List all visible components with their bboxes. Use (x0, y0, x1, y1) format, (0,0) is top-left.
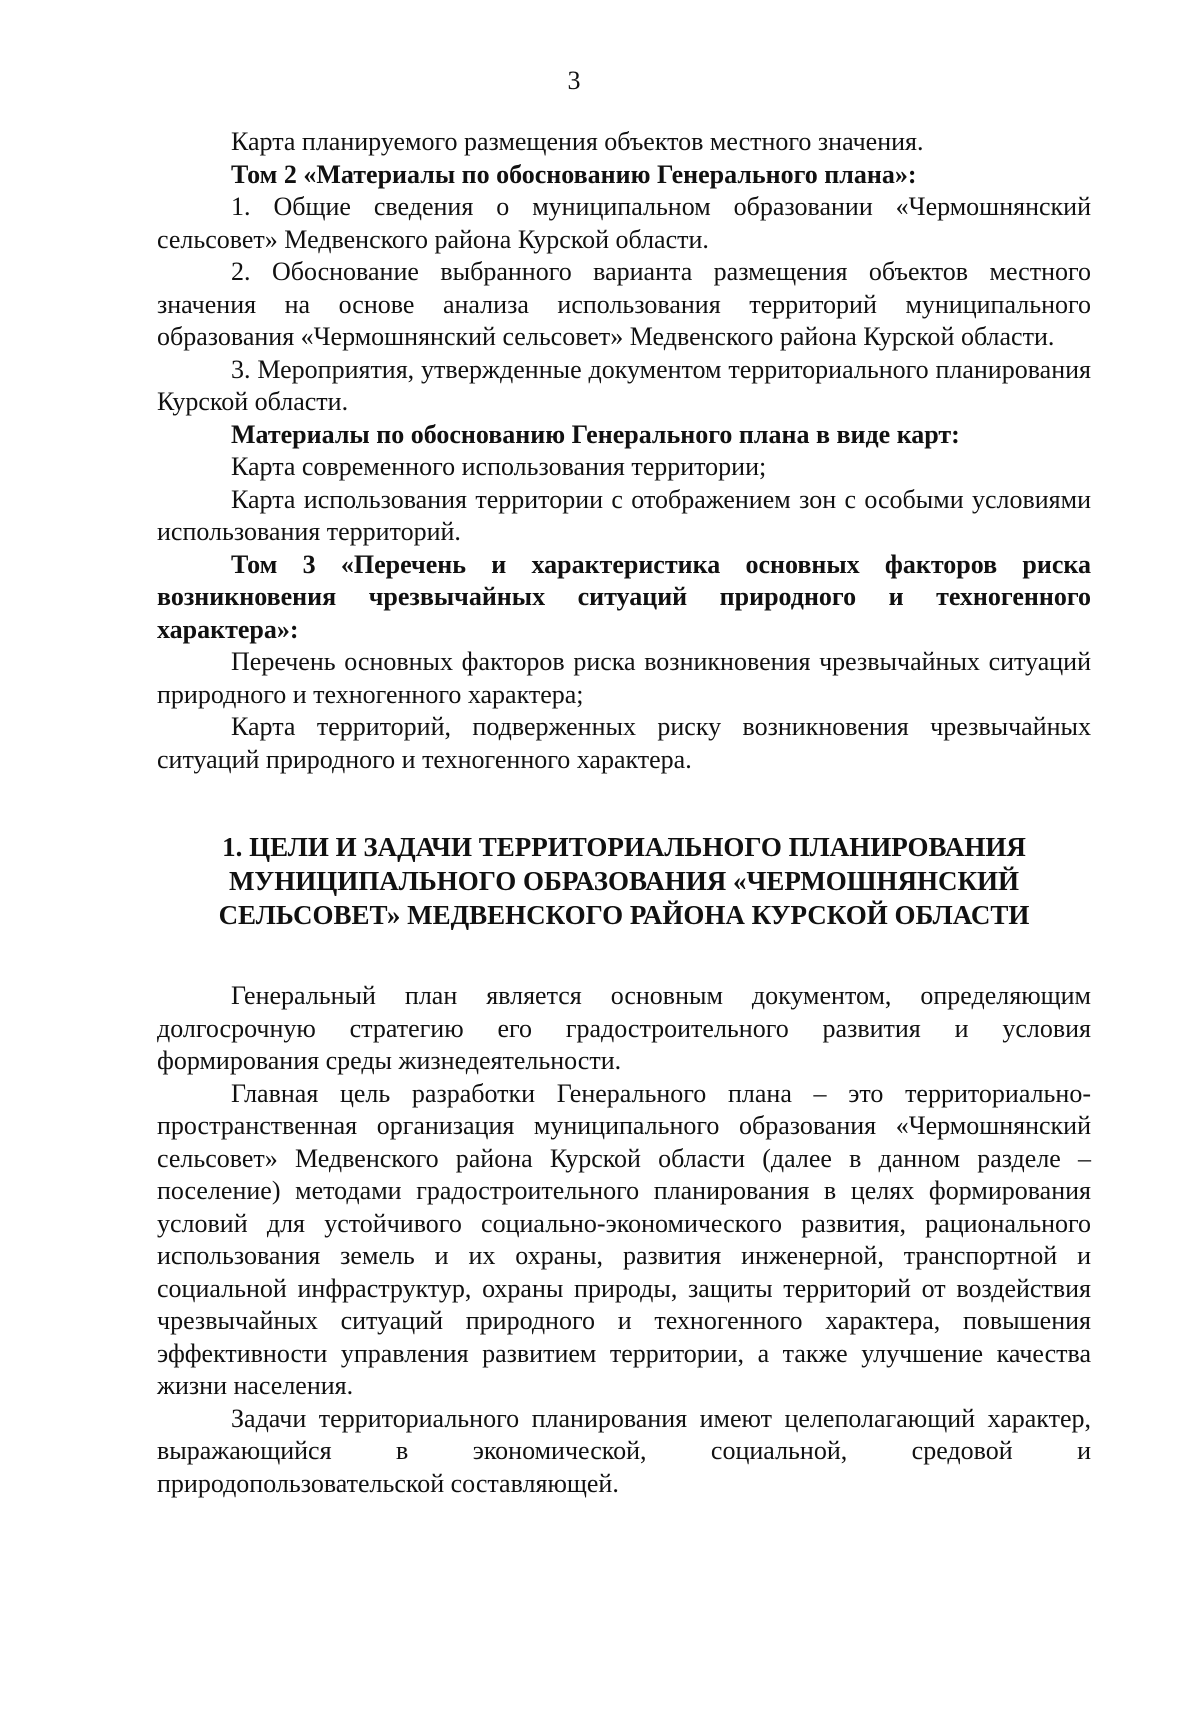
volume-2-item-3: 3. Мероприятия, утвержденные документом территориального планирования Курской области. (157, 354, 1091, 416)
page-number: 3 (567, 66, 581, 95)
volume-3-title: Том 3 «Перечень и характеристика основных факторов риска возникновения чрезвычайных ситуаций природного и техногенного характера»: (157, 549, 1091, 644)
section-1-heading (157, 830, 1091, 932)
map-item-2: Карта использования территории с отображением зон с особыми условиями использования территорий. (157, 484, 1091, 546)
section-1-paragraph-3: Задачи территориального планирования имеют целеполагающий характер, выражающийся в экономической, социальной, средовой и природопользовательской составляющей. (157, 1403, 1091, 1498)
document-body (157, 126, 1091, 1500)
volume-3-item-2: Карта территорий, подверженных риску возникновения чрезвычайных ситуаций природного и техногенного характера. (157, 712, 1091, 774)
volume-2-item-2: 2. Обоснование выбранного варианта размещения объектов местного значения на основе анализа использования территорий муниципального образования «Чермошнянский сельсовет» Медвенского района Курской области. (157, 257, 1091, 351)
volume-3-item-1: Перечень основных факторов риска возникновения чрезвычайных ситуаций природного и техногенного характера; (157, 647, 1091, 709)
map-item-1: Карта современного использования территории; (231, 452, 767, 481)
volume-2-item-1: 1. Общие сведения о муниципальном образовании «Чермошнянский сельсовет» Медвенского района Курской области. (157, 192, 1091, 254)
volume-2-title: Том 2 «Материалы по обоснованию Генерального плана»: (231, 159, 917, 189)
section-1-paragraph-2: Главная цель разработки Генерального плана – это территориально-пространственная организация муниципального образования «Чермошнянский сельсовет» Медвенского района Курской области (далее в данном разделе – поселение) методами градостроительного планирования в целях формирования условий для устойчивого социально-экономического развития, рационального использования земель и их охраны, развития инженерной, транспортной и социальной инфраструктур, охраны природы, защиты территорий от воздействия чрезвычайных ситуаций природного и техногенного характера, повышения эффективности управления развитием территории, а также улучшение качества жизни населения. (157, 1078, 1091, 1400)
paragraph-map-local-objects: Карта планируемого размещения объектов местного значения. (231, 127, 924, 156)
section-1-heading-line: СЕЛЬСОВЕТ» МЕДВЕНСКОГО РАЙОНА КУРСКОЙ ОБЛАСТИ (218, 900, 1030, 930)
section-1-heading-line: МУНИЦИПАЛЬНОГО ОБРАЗОВАНИЯ «ЧЕРМОШНЯНСКИЙ (228, 866, 1020, 896)
section-1-paragraph-1: Генеральный план является основным документом, определяющим долгосрочную стратегию его градостроительного развития и условия формирования среды жизнедеятельности. (157, 981, 1091, 1075)
section-1-heading-line: 1. ЦЕЛИ И ЗАДАЧИ ТЕРРИТОРИАЛЬНОГО ПЛАНИРОВАНИЯ (222, 832, 1026, 862)
maps-materials-title: Материалы по обоснованию Генерального плана в виде карт: (231, 419, 960, 449)
